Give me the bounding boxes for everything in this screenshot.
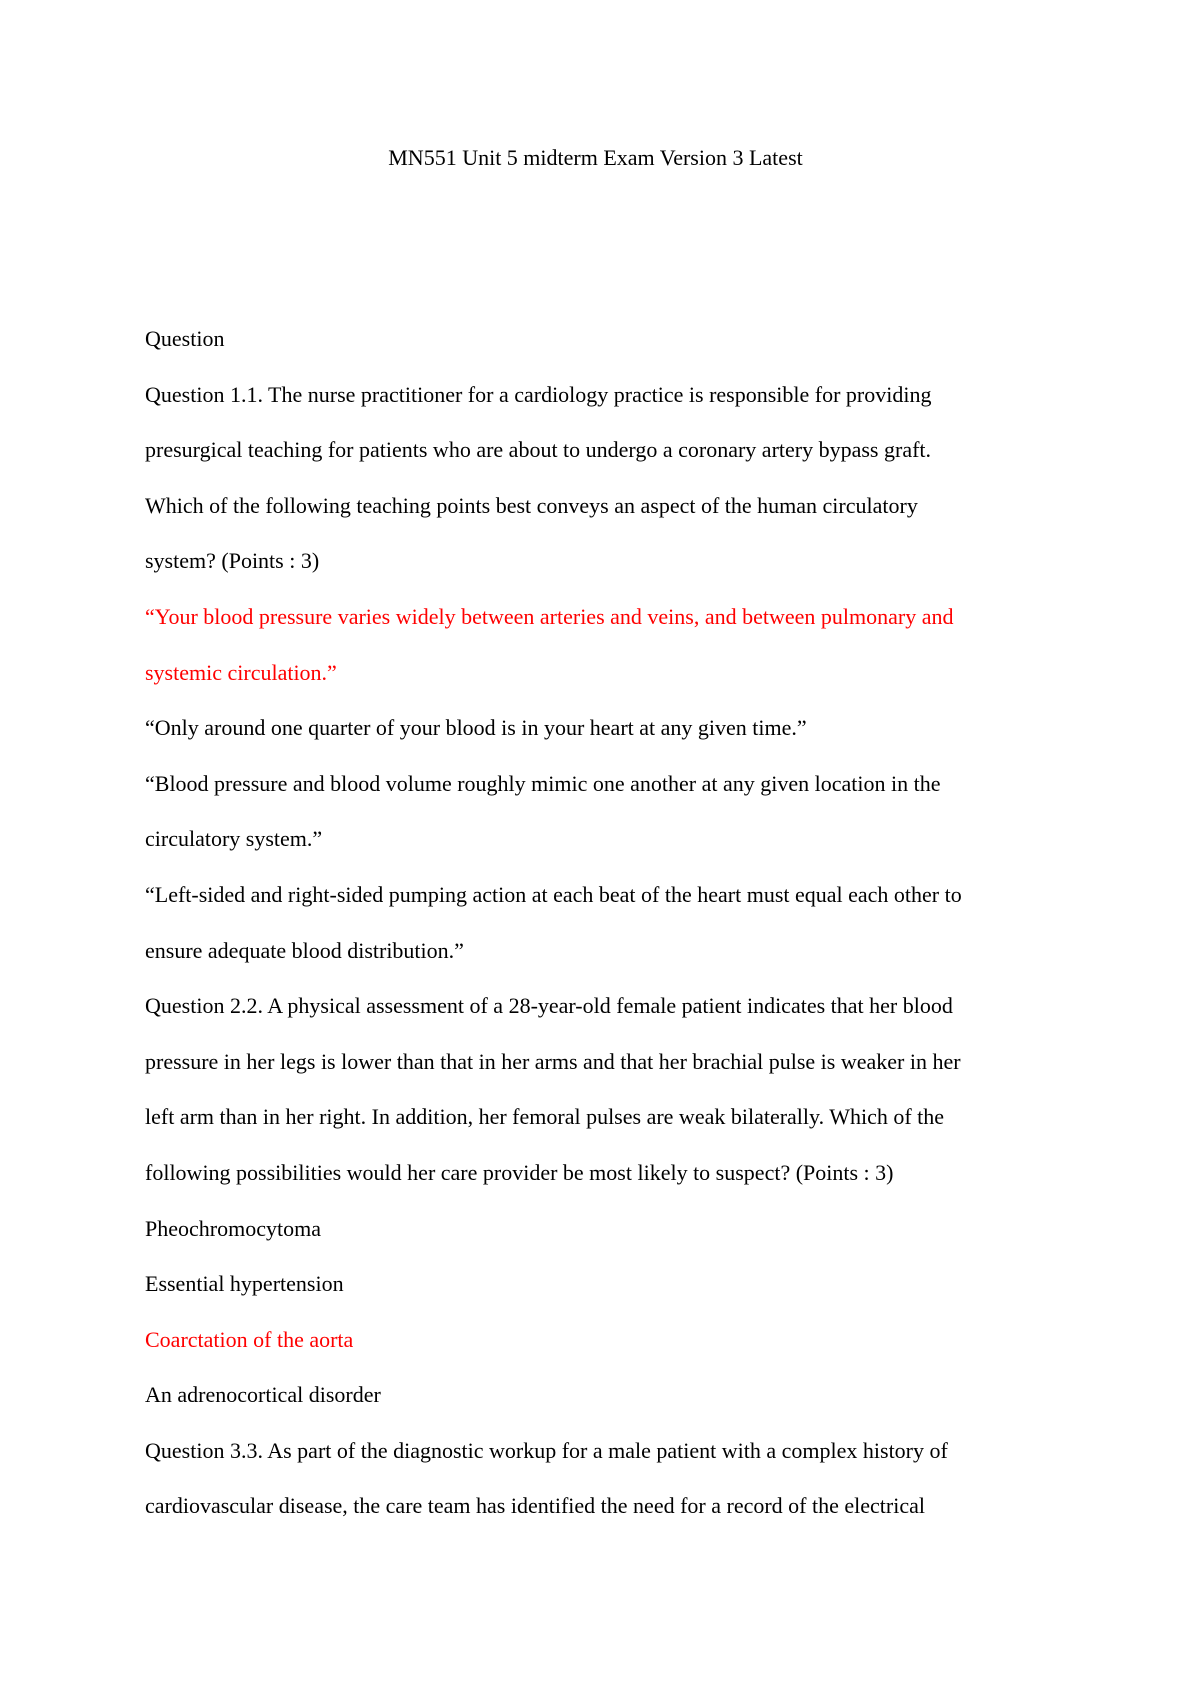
option-text-line: circulatory system.” bbox=[145, 826, 323, 852]
document-body bbox=[145, 311, 1065, 1534]
question-3 bbox=[145, 1423, 1065, 1534]
question-1 bbox=[145, 367, 1065, 979]
question-2-text-line: following possibilities would her care provider be most likely to suspect? (Points : 3) bbox=[145, 1159, 894, 1185]
question-1-text-line: system? (Points : 3) bbox=[145, 548, 320, 574]
document-title: MN551 Unit 5 midterm Exam Version 3 Latest bbox=[388, 145, 803, 170]
question-1-option-a-correct-answer bbox=[145, 589, 1065, 700]
question-2-option-c-correct-answer: Coarctation of the aorta bbox=[145, 1326, 354, 1352]
option-text-line: “Only around one quarter of your blood is in your heart at any given time.” bbox=[145, 715, 807, 741]
section-heading: Question bbox=[145, 326, 225, 351]
question-1-option-d bbox=[145, 867, 1065, 978]
question-2-text-line: pressure in her legs is lower than that in her arms and that her brachial pulse is weaker in her bbox=[145, 1048, 961, 1074]
question-2-text-line: left arm than in her right. In addition, her femoral pulses are weak bilaterally. Which of the bbox=[145, 1104, 945, 1130]
question-1-text-line: Which of the following teaching points best conveys an aspect of the human circulatory bbox=[145, 492, 918, 518]
question-2-option-d: An adrenocortical disorder bbox=[145, 1382, 381, 1408]
question-1-option-c bbox=[145, 756, 1065, 867]
question-2-option-b: Essential hypertension bbox=[145, 1271, 344, 1297]
question-1-option-b bbox=[145, 700, 1065, 756]
option-text-line: “Your blood pressure varies widely between arteries and veins, and between pulmonary and bbox=[145, 603, 954, 629]
question-2-option-a: Pheochromocytoma bbox=[145, 1215, 321, 1241]
question-2 bbox=[145, 978, 1065, 1423]
question-1-text-line: Question 1.1. The nurse practitioner for a cardiology practice is responsible for providing bbox=[145, 381, 932, 407]
option-text-line: “Blood pressure and blood volume roughly mimic one another at any given location in the bbox=[145, 770, 941, 796]
question-2-text-line: Question 2.2. A physical assessment of a 28-year-old female patient indicates that her blood bbox=[145, 993, 953, 1019]
question-3-text-line: cardiovascular disease, the care team has identified the need for a record of the electrical bbox=[145, 1493, 925, 1519]
question-1-text-line: presurgical teaching for patients who are about to undergo a coronary artery bypass graft. bbox=[145, 437, 932, 463]
question-3-text-line: Question 3.3. As part of the diagnostic workup for a male patient with a complex history of bbox=[145, 1437, 948, 1463]
option-text-line: systemic circulation.” bbox=[145, 659, 337, 685]
option-text-line: ensure adequate blood distribution.” bbox=[145, 937, 464, 963]
option-text-line: “Left-sided and right-sided pumping action at each beat of the heart must equal each other to bbox=[145, 881, 962, 907]
